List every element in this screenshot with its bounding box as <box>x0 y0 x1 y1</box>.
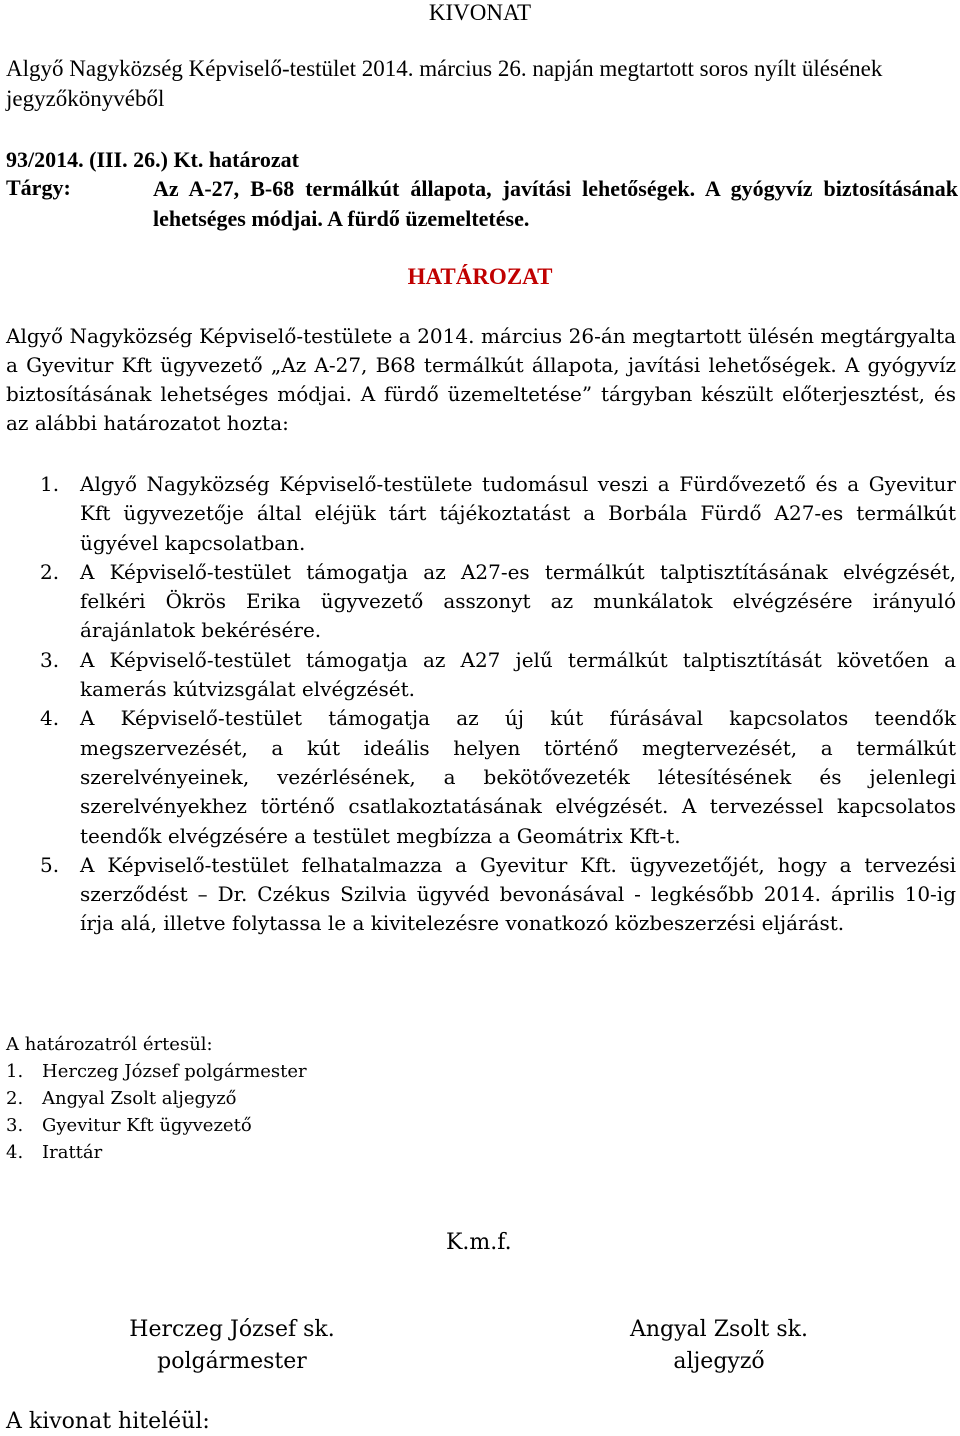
resolution-heading: HATÁROZAT <box>407 264 553 289</box>
subject-text: Az A-27, B-68 termálkút állapota, javítási lehetőségek. A gyógyvíz biztosításának lehetséges módjai. A fürdő üzemeltetése. <box>153 176 958 231</box>
resolution-items <box>6 470 956 939</box>
subject-label: Tárgy: <box>6 175 71 200</box>
notification-recipient <box>6 1139 307 1166</box>
signature-left <box>112 1314 352 1378</box>
signature-name: Herczeg József sk. <box>129 1317 335 1342</box>
recipient-name: Gyevitur Kft ügyvezető <box>42 1115 252 1136</box>
signature-role: polgármester <box>157 1349 307 1374</box>
recipient-name: Herczeg József polgármester <box>42 1061 307 1082</box>
notification-recipient <box>6 1058 307 1085</box>
notification-recipient <box>6 1112 307 1139</box>
recipient-number: 1. <box>6 1061 24 1082</box>
item-number: 4. <box>40 706 60 731</box>
intro-text: Algyő Nagyközség Képviselő-testület 2014. március 26. napján megtartott soros nyílt ülésének jegyzőkönyvéből <box>6 56 883 111</box>
item-text: A Képviselő-testület támogatja az A27-es termálkút talptisztításának elvégzését, felkéri Ökrös Erika ügyvezető asszonyt az munkálatok elvégzésére irányuló árajánlatok bekérésére. <box>80 559 956 643</box>
item-number: 3. <box>40 647 60 672</box>
document-title: KIVONAT <box>428 0 532 25</box>
item-number: 2. <box>40 559 60 584</box>
signature-name: Angyal Zsolt sk. <box>629 1317 809 1342</box>
signature-role: aljegyző <box>673 1349 765 1374</box>
item-number: 5. <box>40 852 60 877</box>
recipient-number: 2. <box>6 1088 24 1109</box>
resolution-item <box>6 470 956 558</box>
item-number: 1. <box>40 472 60 496</box>
resolution-item <box>6 646 956 705</box>
recipient-number: 4. <box>6 1142 24 1163</box>
notification-list <box>6 1058 307 1166</box>
certified-label: A kivonat hiteléül: <box>6 1409 210 1434</box>
notification-recipient <box>6 1085 307 1112</box>
recipient-name: Irattár <box>42 1142 103 1163</box>
recipient-name: Angyal Zsolt aljegyző <box>42 1088 237 1109</box>
recipient-number: 3. <box>6 1115 24 1136</box>
resolution-preamble: Algyő Nagyközség Képviselő-testülete a 2014. március 26-án megtartott ülésén megtárgyalta a Gyevitur Kft ügyvezető „Az A-27, B68 termálkút állapota, javítási lehetőségek. A gyógyvíz biztosításának lehetséges módjai. A fürdő üzemeltetése” tárgyban készült előterjesztést, és az alábbi határozatot hozta: <box>6 324 956 435</box>
item-text: A Képviselő-testület támogatja az A27 jelű termálkút talptisztítását követően a kamerás kútvizsgálat elvégzését. <box>80 647 956 702</box>
item-text: Algyő Nagyközség Képviselő-testülete tudomásul veszi a Fürdővezető és a Gyevitur Kft ügyvezetője által eléjük tárt tájékoztatást a Borbála Fürdő A27-es termálkút ügyével kapcsolatban. <box>80 472 956 555</box>
notification-title: A határozatról értesül: <box>6 1034 213 1055</box>
signature-right <box>599 1314 839 1378</box>
resolution-item <box>6 851 956 939</box>
item-text: A Képviselő-testület felhatalmazza a Gyevitur Kft. ügyvezetőjét, hogy a tervezési szerződést – Dr. Czékus Szilvia ügyvéd bevonásával - legkésőbb 2014. április 10-ig írja alá, illetve folytassa le a kivitelezésre vonatkozó közbeszerzési eljárást. <box>80 852 956 936</box>
resolution-number: 93/2014. (III. 26.) Kt. határozat <box>6 147 299 172</box>
item-text: A Képviselő-testület támogatja az új kút fúrásával kapcsolatos teendők megszervezését, a kút ideális helyen történő megtervezését, a termálkút szerelvényeinek, vezérlésének, a bekötővezeték létesítésének és jelenlegi szerelvényekhez történő csatlakoztatásának elvégzését. A tervezéssel kapcsolatos teendők elvégzésére a testület megbízza a Geomátrix Kft-t. <box>80 706 956 848</box>
resolution-item <box>6 704 956 850</box>
resolution-item <box>6 558 956 646</box>
kmf-label: K.m.f. <box>446 1230 512 1255</box>
